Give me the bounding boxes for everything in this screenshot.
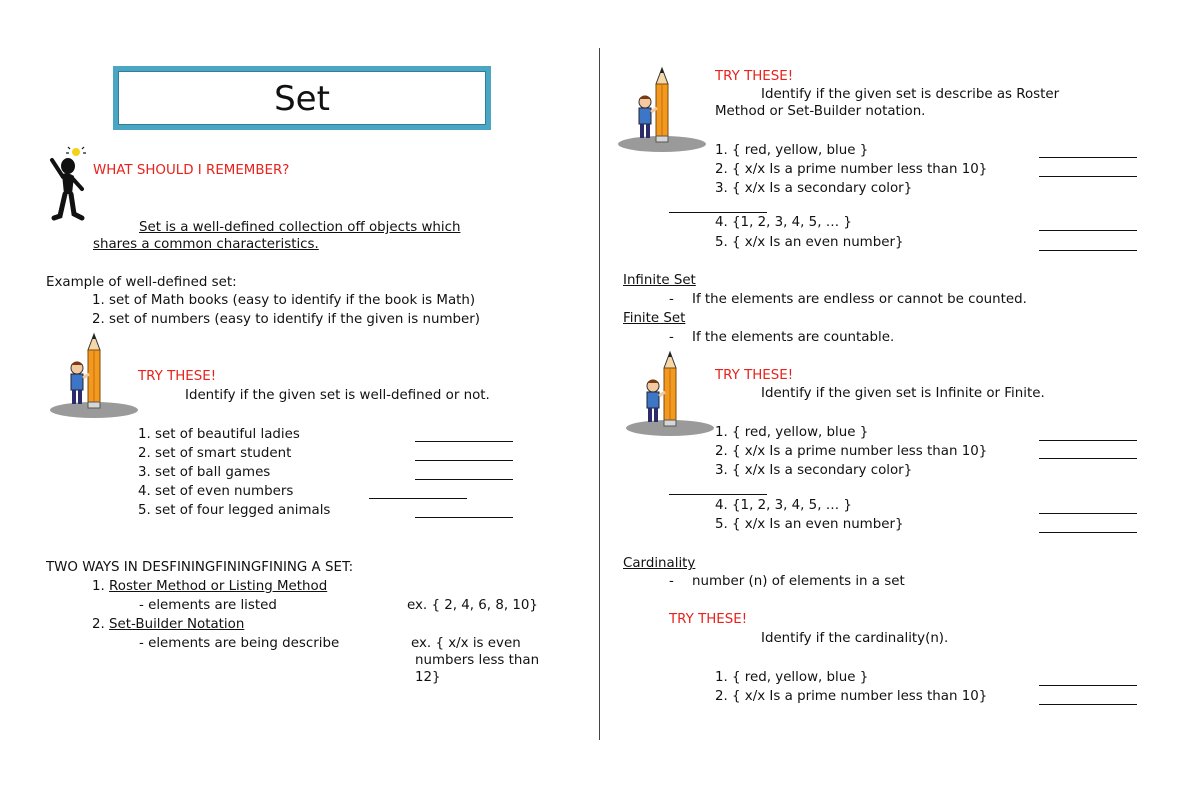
column-divider bbox=[599, 48, 600, 740]
try-item: 3. { x/x Is a secondary color} bbox=[715, 181, 913, 196]
try-instruction: Identify if the given set is well-defined or not. bbox=[185, 388, 490, 403]
try-heading: TRY THESE! bbox=[715, 69, 794, 84]
example-item: 1. set of Math books (easy to identify if the book is Math) bbox=[92, 293, 476, 308]
way-1-number: 1. bbox=[92, 579, 105, 594]
try-item: 5. set of four legged animals bbox=[138, 503, 331, 518]
try-item: 2. set of smart student bbox=[138, 446, 292, 461]
try-item: 4. {1, 2, 3, 4, 5, … } bbox=[715, 498, 852, 513]
remember-heading: WHAT SHOULD I REMEMBER? bbox=[93, 163, 290, 178]
try-item: 1. { red, yellow, blue } bbox=[715, 425, 869, 440]
way-1 bbox=[92, 578, 327, 596]
page-title: Set bbox=[274, 79, 330, 119]
cardinality-dash: - bbox=[669, 574, 674, 589]
example-heading: Example of well-defined set: bbox=[46, 275, 237, 290]
try-instruction-line-1: Identify if the given set is describe as Roster bbox=[761, 87, 1060, 102]
try-item: 4. {1, 2, 3, 4, 5, … } bbox=[715, 215, 852, 230]
cardinality-heading: Cardinality bbox=[623, 556, 696, 571]
answer-blank bbox=[369, 498, 467, 499]
try-item: 5. { x/x Is an even number} bbox=[715, 517, 904, 532]
way-2-label: Set-Builder Notation bbox=[109, 617, 245, 632]
infinite-set-heading: Infinite Set bbox=[623, 273, 696, 288]
way-2-example-line-3: 12} bbox=[415, 670, 441, 685]
answer-blank bbox=[669, 494, 767, 495]
try-item: 3. { x/x Is a secondary color} bbox=[715, 463, 913, 478]
way-2-example-line-1: ex. { x/x is even bbox=[411, 636, 521, 651]
try-item: 1. { red, yellow, blue } bbox=[715, 670, 869, 685]
try-heading: TRY THESE! bbox=[715, 368, 794, 383]
finite-set-heading: Finite Set bbox=[623, 311, 686, 326]
try-instruction-line-2: Method or Set-Builder notation. bbox=[715, 104, 926, 119]
way-1-description: - elements are listed bbox=[139, 598, 277, 613]
way-2-description: - elements are being describe bbox=[139, 636, 340, 651]
answer-blank bbox=[1039, 685, 1137, 686]
try-instruction: Identify if the given set is Infinite or Finite. bbox=[761, 386, 1045, 401]
try-item: 2. { x/x Is a prime number less than 10} bbox=[715, 689, 988, 704]
answer-blank bbox=[1039, 157, 1137, 158]
answer-blank bbox=[415, 517, 513, 518]
answer-blank bbox=[1039, 513, 1137, 514]
answer-blank bbox=[1039, 176, 1137, 177]
answer-blank bbox=[415, 479, 513, 480]
finite-set-dash: - bbox=[669, 330, 674, 345]
ways-heading: TWO WAYS IN DESFININGFININGFINING A SET: bbox=[46, 560, 354, 575]
answer-blank bbox=[1039, 458, 1137, 459]
boy-with-pencil-icon bbox=[616, 62, 708, 154]
cardinality-description: number (n) of elements in a set bbox=[692, 574, 905, 589]
boy-with-pencil-icon bbox=[48, 328, 140, 420]
way-1-example: ex. { 2, 4, 6, 8, 10} bbox=[407, 598, 538, 613]
answer-blank bbox=[1039, 440, 1137, 441]
answer-blank bbox=[415, 460, 513, 461]
answer-blank bbox=[1039, 230, 1137, 231]
definition-line-2: shares a common characteristics. bbox=[93, 237, 319, 252]
example-item: 2. set of numbers (easy to identify if the given is number) bbox=[92, 312, 481, 327]
try-heading: TRY THESE! bbox=[138, 369, 217, 384]
answer-blank bbox=[1039, 250, 1137, 251]
answer-blank bbox=[669, 212, 767, 213]
try-item: 2. { x/x Is a prime number less than 10} bbox=[715, 444, 988, 459]
finite-set-description: If the elements are countable. bbox=[692, 330, 895, 345]
definition-line-1: Set is a well-defined collection off objects which bbox=[139, 220, 461, 235]
thinking-person-icon bbox=[44, 146, 90, 222]
way-2-example-line-2: numbers less than bbox=[415, 653, 540, 668]
way-2-number: 2. bbox=[92, 617, 105, 632]
answer-blank bbox=[1039, 532, 1137, 533]
boy-with-pencil-icon bbox=[624, 346, 716, 438]
try-instruction: Identify if the cardinality(n). bbox=[761, 631, 949, 646]
try-item: 1. set of beautiful ladies bbox=[138, 427, 300, 442]
try-item: 5. { x/x Is an even number} bbox=[715, 235, 904, 250]
try-item: 3. set of ball games bbox=[138, 465, 271, 480]
way-2 bbox=[92, 616, 244, 634]
title-box bbox=[113, 66, 491, 130]
try-item: 1. { red, yellow, blue } bbox=[715, 143, 869, 158]
answer-blank bbox=[415, 441, 513, 442]
try-item: 4. set of even numbers bbox=[138, 484, 294, 499]
infinite-set-dash: - bbox=[669, 292, 674, 307]
try-heading: TRY THESE! bbox=[669, 612, 748, 627]
try-item: 2. { x/x Is a prime number less than 10} bbox=[715, 162, 988, 177]
answer-blank bbox=[1039, 704, 1137, 705]
way-1-label: Roster Method or Listing Method bbox=[109, 579, 328, 594]
infinite-set-description: If the elements are endless or cannot be counted. bbox=[692, 292, 1027, 307]
